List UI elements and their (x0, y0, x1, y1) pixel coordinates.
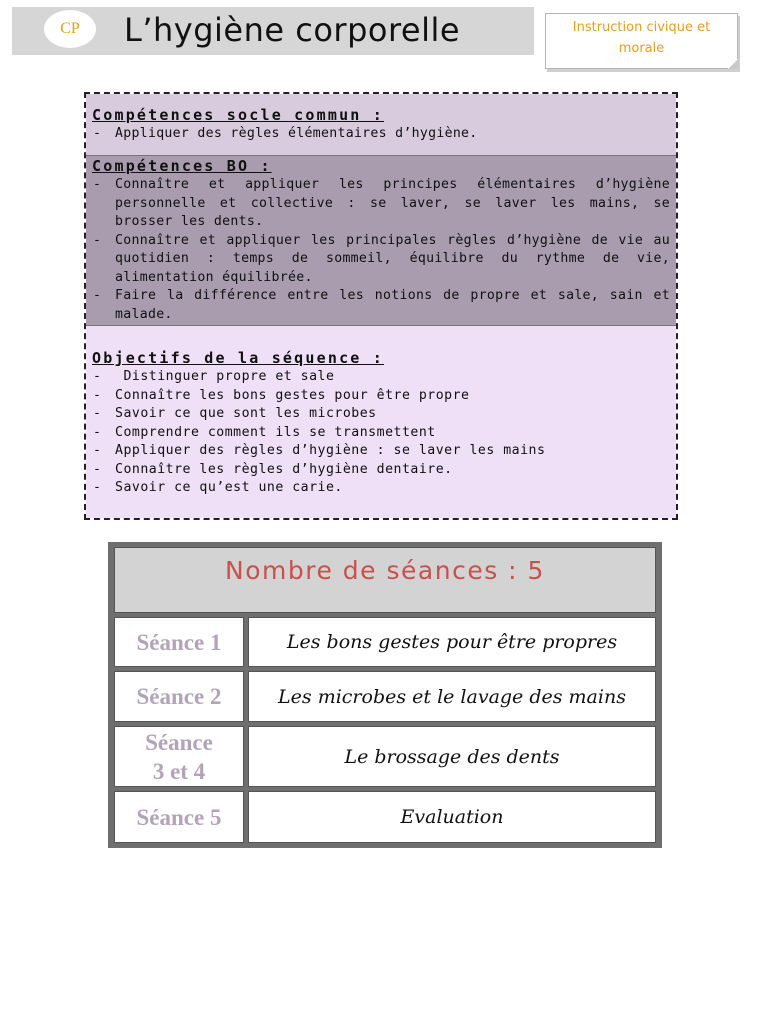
subject-line-1: Instruction civique et (572, 20, 711, 35)
competences-box (84, 92, 678, 520)
table-row (114, 671, 656, 722)
bo-title: Compétences BO : (92, 157, 272, 175)
page-title: L’hygiène corporelle (124, 11, 461, 49)
session-title: Les bons gestes pour être propres (248, 617, 656, 667)
table-row (114, 791, 656, 843)
socle-list (92, 125, 670, 144)
level-badge: CP (44, 10, 96, 48)
objectifs-list (92, 368, 670, 498)
list-item: - Savoir ce qu’est une carie. (92, 479, 670, 498)
list-item: - Distinguer propre et sale (92, 368, 670, 387)
page-fold-corner (728, 59, 738, 69)
session-label-line-2: 3 et 4 (152, 758, 206, 784)
list-item: - Connaître et appliquer les principes élémentaires d’hygiène personnelle et collective : se laver, se laver les mains, se brosser les dents. (92, 176, 670, 232)
list-item: - Connaître les règles d’hygiène dentaire. (92, 461, 670, 480)
list-item: - Faire la différence entre les notions de propre et sale, sain et malade. (92, 287, 670, 324)
objectifs-title: Objectifs de la séquence : (92, 349, 384, 367)
session-title: Evaluation (248, 791, 656, 843)
list-item: - Appliquer des règles élémentaires d’hygiène. (92, 125, 670, 144)
bo-list (92, 176, 670, 324)
session-label: Séance 5 (114, 791, 244, 843)
list-item: - Comprendre comment ils se transmettent (92, 424, 670, 443)
table-row (114, 617, 656, 667)
session-label: Séance 2 (114, 671, 244, 722)
section-competences-bo (86, 156, 676, 326)
subject-box (545, 13, 738, 69)
session-label (114, 726, 244, 787)
session-title: Le brossage des dents (248, 726, 656, 787)
subject-line-2: morale (618, 41, 665, 56)
list-item: - Savoir ce que sont les microbes (92, 405, 670, 424)
section-socle-commun (86, 94, 676, 156)
session-label: Séance 1 (114, 617, 244, 667)
section-objectifs (86, 326, 676, 520)
session-title: Les microbes et le lavage des mains (248, 671, 656, 722)
socle-title: Compétences socle commun : (92, 106, 384, 124)
list-item: - Connaître et appliquer les principales règles d’hygiène de vie au quotidien : temps de sommeil, équilibre du rythme de vie, alimentation équilibrée. (92, 232, 670, 288)
table-row (114, 726, 656, 787)
list-item: - Connaître les bons gestes pour être propre (92, 387, 670, 406)
sessions-table (108, 542, 662, 848)
sessions-count-header: Nombre de séances : 5 (114, 547, 656, 613)
session-label-line-1: Séance (145, 729, 213, 755)
list-item: - Appliquer des règles d’hygiène : se laver les mains (92, 442, 670, 461)
